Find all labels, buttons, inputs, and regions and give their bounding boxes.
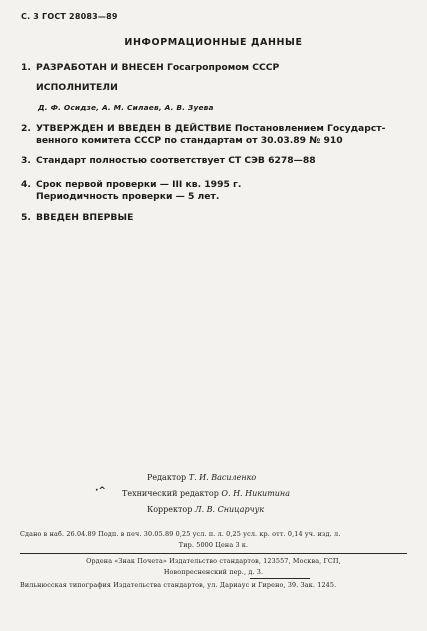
info-item-4-continued: Периодичность проверки — 5 лет. — [36, 191, 220, 202]
print-mark: ·^ — [95, 486, 106, 496]
item-text: Срок первой проверки — III кв. 1995 г. — [36, 179, 242, 190]
divider-top — [20, 553, 407, 554]
info-item-5 — [21, 212, 134, 224]
executors-names: Д. Ф. Осидзе, А. М. Силаев, А. В. Зуева — [38, 103, 214, 112]
credit-proofreader — [147, 505, 264, 514]
item-text: Стандарт полностью соответствует СТ СЭВ 6278—88 — [36, 155, 316, 166]
page-header: С. 3 ГОСТ 28083—89 — [21, 12, 118, 21]
credit-name: Т. И. Василенко — [188, 473, 257, 482]
info-item-4 — [21, 179, 241, 191]
divider-short — [250, 578, 310, 579]
imprint-circulation: Тир. 5000 Цена 3 к. — [178, 541, 249, 549]
section-title: ИНФОРМАЦИОННЫЕ ДАННЫЕ — [124, 37, 303, 48]
credit-role: Корректор — [147, 505, 193, 514]
imprint-publisher-address: Новопресненский пер., д. 3. — [163, 568, 264, 576]
info-item-2 — [21, 123, 385, 135]
item-number: 5. — [21, 212, 31, 223]
item-text: Постановлением Государст- — [234, 123, 386, 134]
credit-name: О. Н. Никитина — [221, 489, 290, 498]
item-number: 2. — [21, 123, 31, 134]
imprint-printing-house: Вильнюсская типография Издательства стандартов, ул. Дариаус и Гирено, 39. Зак. 1245. — [20, 581, 337, 589]
info-item-3 — [21, 155, 316, 167]
info-item-2-continued: венного комитета СССР по стандартам от 30.03.89 № 910 — [36, 135, 343, 146]
item-number: 1. — [21, 62, 31, 73]
item-text: Госагропромом СССР — [166, 62, 280, 73]
credit-tech-editor — [122, 489, 290, 498]
credit-name: Л. В. Сницарчук — [194, 505, 265, 514]
item-label: ВВЕДЕН ВПЕРВЫЕ — [36, 212, 134, 223]
imprint-publisher: Ордена «Знак Почета» Издательство стандартов, 123557, Москва, ГСП, — [86, 557, 341, 565]
credit-role: Редактор — [147, 473, 187, 482]
credit-role: Технический редактор — [122, 489, 219, 498]
imprint-print-data: Сдано в наб. 26.04.89 Подп. в печ. 30.05.89 0,25 усл. п. л. 0,25 усл. кр. отт. 0,14 уч. изд. л. — [20, 530, 341, 538]
executors-heading: ИСПОЛНИТЕЛИ — [36, 82, 118, 93]
item-number: 3. — [21, 155, 31, 166]
info-item-1 — [21, 62, 279, 74]
item-label: РАЗРАБОТАН И ВНЕСЕН — [36, 62, 164, 73]
credit-editor — [147, 473, 256, 482]
item-label: УТВЕРЖДЕН И ВВЕДЕН В ДЕЙСТВИЕ — [36, 123, 232, 134]
item-number: 4. — [21, 179, 31, 190]
